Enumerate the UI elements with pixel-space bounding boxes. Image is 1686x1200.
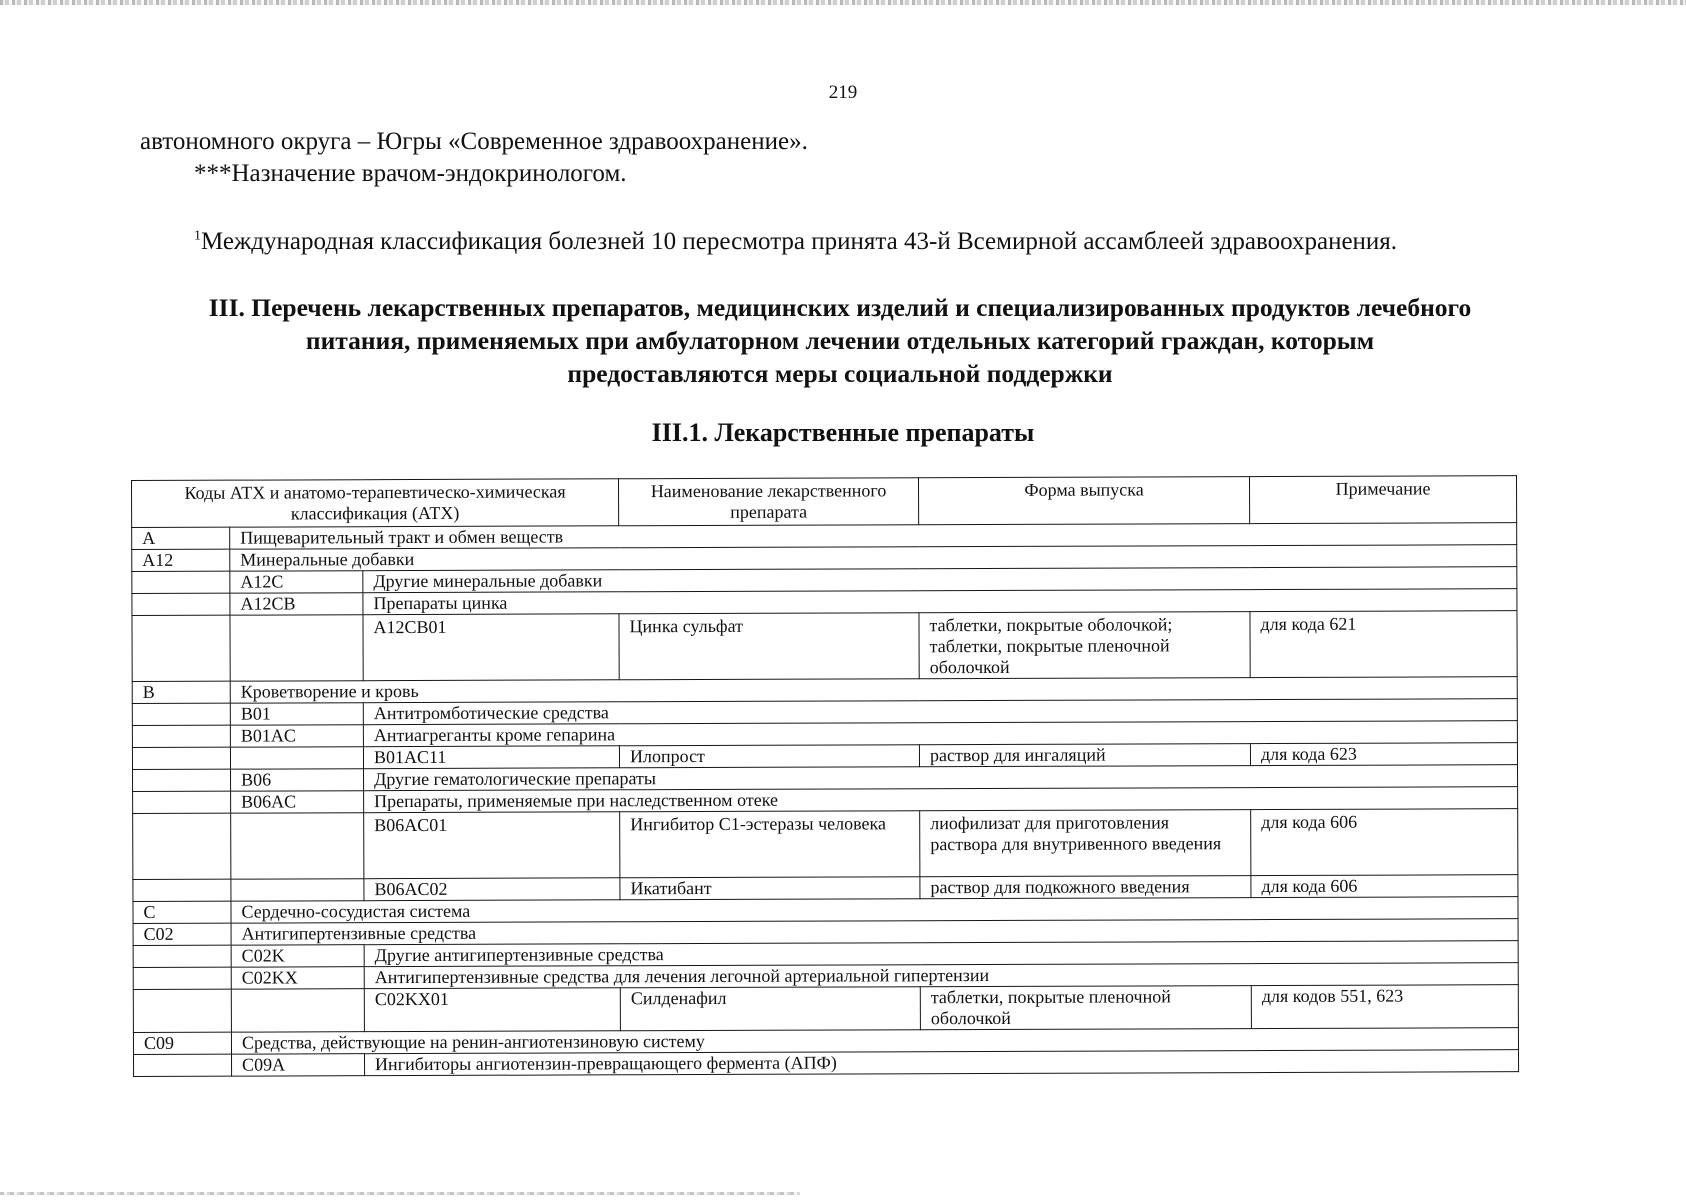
atc-code: A12C	[230, 571, 363, 593]
atc-group-label: Кроветворение и кровь	[230, 677, 1517, 703]
release-form: таблетки, покрытые пленочной оболочкой	[920, 986, 1251, 1030]
atc-code: C02K	[231, 945, 364, 967]
atc-group-label: Сердечно-сосудистая система	[231, 897, 1518, 923]
atc-indent-cell	[133, 769, 231, 791]
drug-name: Ингибитор С1-эстеразы человека	[620, 811, 920, 878]
atc-indent-cell	[133, 813, 231, 879]
drug-table	[131, 475, 1519, 1077]
atc-group-label: Антигипертензивные средства для лечения легочной артериальной гипертензии	[364, 963, 1518, 989]
atc-group-label: Пищеварительный тракт и обмен веществ	[230, 523, 1517, 549]
atc-indent-cell	[231, 989, 364, 1032]
atc-indent-cell	[132, 615, 230, 681]
atc-indent-cell	[133, 879, 231, 901]
release-form: таблетки, покрытые оболочкой; таблетки, покрытые пленочной оболочкой	[919, 612, 1250, 679]
note: для кодов 551, 623	[1251, 985, 1518, 1029]
header-release-form: Форма выпуска	[919, 477, 1250, 525]
atc-code: C02KX01	[364, 988, 620, 1032]
atc-indent-cell	[133, 945, 231, 967]
table-body	[132, 523, 1519, 1077]
atc-code: A12CB01	[363, 614, 619, 681]
atc-code: B06AC	[231, 791, 364, 813]
section-title-line: питания, применяемых при амбулаторном лечении отдельных категорий граждан, которым	[305, 326, 1375, 355]
atc-group-label: Антитромботические средства	[363, 699, 1517, 725]
atc-code: C09	[133, 1032, 231, 1054]
atc-indent-cell	[133, 989, 231, 1032]
footnote	[194, 228, 1397, 256]
atc-code: B01	[230, 703, 363, 725]
atc-code: B06AC01	[364, 812, 620, 879]
section-title-line: предоставляются меры социальной поддержки	[567, 359, 1113, 388]
atc-code: B	[132, 681, 230, 703]
header-note: Примечание	[1250, 476, 1517, 524]
scan-edge-bottom	[0, 1192, 800, 1195]
release-form: лиофилизат для приготовления раствора для внутривенного введения	[920, 810, 1251, 877]
atc-code: A12CB	[230, 593, 363, 615]
atc-group-label: Антиагреганты кроме гепарина	[363, 721, 1517, 747]
atc-code: B06	[231, 769, 364, 791]
table-row	[134, 1050, 1519, 1077]
atc-group-label: Ингибиторы ангиотензин-превращающего фермента (АПФ)	[365, 1050, 1519, 1076]
note: для кода 621	[1250, 611, 1517, 678]
drug-name: Цинка сульфат	[619, 613, 919, 680]
atc-indent-cell	[230, 615, 363, 681]
note: для кода 606	[1251, 875, 1518, 898]
atc-group-label: Препараты, применяемые при наследственном отеке	[364, 787, 1518, 813]
scan-edge-top	[0, 0, 1686, 5]
atc-group-label: Средства, действующие на ренин-ангиотензиновую систему	[231, 1028, 1518, 1054]
atc-code: B06AC02	[364, 878, 620, 901]
atc-group-label: Другие гематологические препараты	[364, 765, 1518, 791]
table-row	[133, 985, 1518, 1033]
atc-indent-cell	[134, 1054, 232, 1076]
table-row	[133, 809, 1518, 880]
header-atc: Коды АТХ и анатомо-терапевтическо-химическая классификация (АТХ)	[132, 479, 619, 528]
drug-name: Илопрост	[619, 745, 919, 768]
note: для кода 606	[1251, 809, 1518, 876]
atc-group-label: Другие антигипертензивные средства	[364, 941, 1518, 967]
atc-code: A	[132, 527, 230, 549]
atc-code: C02KX	[231, 967, 364, 989]
atc-indent-cell	[133, 791, 231, 813]
note: для кода 623	[1250, 743, 1517, 766]
atc-code: B01AC11	[363, 746, 619, 769]
atc-indent-cell	[133, 967, 231, 989]
table-header-row	[132, 476, 1517, 528]
drug-name: Икатибант	[620, 877, 920, 900]
footnote-text: Международная классификация болезней 10 пересмотра принята 43-й Всемирной ассамблеей здравоохранения.	[201, 228, 1398, 255]
release-form: раствор для подкожного введения	[920, 876, 1251, 899]
footnote-marker: 1	[194, 228, 201, 244]
atc-group-label: Другие минеральные добавки	[363, 567, 1517, 593]
subsection-title: III.1. Лекарственные препараты	[651, 418, 1035, 447]
page-number: 219	[828, 82, 858, 103]
atc-group-label: Препараты цинка	[363, 589, 1517, 615]
atc-code: C	[133, 901, 231, 923]
table-row	[132, 611, 1517, 682]
atc-code: A12	[132, 549, 230, 571]
atc-code: C09A	[232, 1054, 365, 1076]
intro-line: автономного округа – Югры «Современное здравоохранение».	[140, 128, 808, 155]
atc-code: B01AC	[230, 725, 363, 747]
atc-indent-cell	[132, 725, 230, 747]
atc-indent-cell	[132, 593, 230, 615]
section-title-line: III. Перечень лекарственных препаратов, медицинских изделий и специализированных продуктов лечебного	[208, 293, 1472, 322]
atc-indent-cell	[231, 813, 364, 879]
atc-indent-cell	[230, 747, 363, 769]
atc-indent-cell	[132, 703, 230, 725]
drug-name: Силденафил	[620, 987, 920, 1031]
atc-indent-cell	[132, 747, 230, 769]
atc-indent-cell	[231, 879, 364, 901]
atc-group-label: Антигипертензивные средства	[231, 919, 1518, 945]
atc-indent-cell	[132, 571, 230, 593]
header-drug-name: Наименование лекарственного препарата	[619, 478, 919, 526]
intro-line: ***Назначение врачом-эндокринологом.	[194, 160, 627, 187]
release-form: раствор для ингаляций	[919, 744, 1250, 767]
atc-code: C02	[133, 923, 231, 945]
atc-group-label: Минеральные добавки	[230, 545, 1517, 571]
section-title	[120, 291, 1560, 390]
